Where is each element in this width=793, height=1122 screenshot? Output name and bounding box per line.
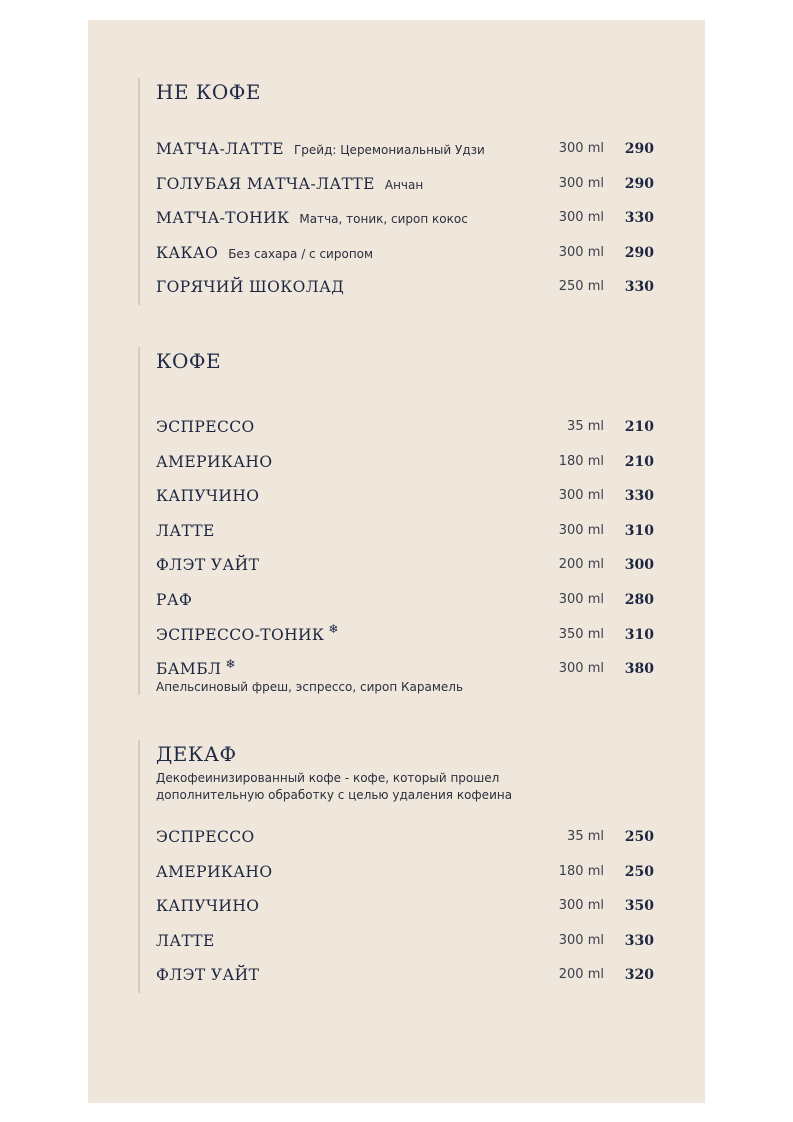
menu-item <box>156 583 658 618</box>
menu-item <box>156 132 658 167</box>
item-price: 290 <box>624 244 654 261</box>
item-name: БАМБЛ <box>156 660 222 679</box>
item-description: Апельсиновый фреш, эспрессо, сироп Карамель <box>156 679 464 694</box>
item-price: 210 <box>624 419 654 435</box>
section-not-coffee <box>138 78 658 305</box>
menu-item <box>156 618 658 653</box>
item-name: ФЛЭТ УАЙТ <box>156 966 260 985</box>
item-price: 310 <box>624 522 654 539</box>
item-name: ЛАТТЕ <box>156 931 215 950</box>
menu-item <box>156 958 658 993</box>
item-price: 280 <box>624 591 654 608</box>
snowflake-icon: ❄ <box>225 656 236 671</box>
item-volume: 35 ml <box>567 419 604 434</box>
item-price: 290 <box>624 141 654 157</box>
item-price: 210 <box>624 453 654 470</box>
item-name: ГОРЯЧИЙ ШОКОЛАД <box>156 278 345 297</box>
menu-item <box>156 410 658 445</box>
item-volume: 200 ml <box>558 967 604 983</box>
item-price: 320 <box>624 967 654 984</box>
menu-item <box>156 652 658 687</box>
item-price: 330 <box>624 488 654 505</box>
item-price: 300 <box>624 557 654 574</box>
item-volume: 300 ml <box>558 591 604 607</box>
menu-item <box>156 270 658 305</box>
item-volume: 180 ml <box>558 863 604 879</box>
item-name: ФЛЭТ УАЙТ <box>156 556 260 575</box>
menu-item <box>156 201 658 236</box>
item-volume: 200 ml <box>558 557 604 573</box>
item-volume: 300 ml <box>558 661 604 677</box>
item-name: МАТЧА-ЛАТТЕ <box>156 140 284 158</box>
description-line: дополнительную обработку с целью удаления кофеина <box>156 788 513 802</box>
item-name: ЭСПРЕССО <box>156 418 255 436</box>
item-volume: 300 ml <box>558 141 604 156</box>
item-volume: 300 ml <box>558 932 604 948</box>
section-coffee <box>138 347 658 695</box>
item-volume: 300 ml <box>558 210 604 226</box>
menu-item <box>156 236 658 271</box>
item-name: ЭСПРЕССО-ТОНИК <box>156 625 325 644</box>
item-name: ГОЛУБАЯ МАТЧА-ЛАТТЕ <box>156 174 375 193</box>
item-price: 310 <box>624 626 654 643</box>
section-title: ДЕКАФ <box>156 742 237 766</box>
item-note: Матча, тоник, сироп кокос <box>299 212 468 227</box>
snowflake-icon: ❄ <box>328 622 339 637</box>
item-note: Грейд: Церемониальный Удзи <box>293 143 485 157</box>
item-volume: 300 ml <box>558 522 604 538</box>
item-name: РАФ <box>156 590 193 609</box>
section-description <box>156 770 576 804</box>
item-price: 250 <box>624 863 654 880</box>
menu-item <box>156 514 658 549</box>
menu-item <box>156 548 658 583</box>
item-volume: 300 ml <box>558 244 604 260</box>
item-price: 290 <box>624 175 654 192</box>
menu-item <box>156 445 658 480</box>
item-name: АМЕРИКАНО <box>156 452 273 471</box>
item-name: ЭСПРЕССО <box>156 828 255 846</box>
item-volume: 180 ml <box>558 453 604 469</box>
item-note: Без сахара / с сиропом <box>228 246 374 261</box>
section-title: КОФЕ <box>156 349 222 373</box>
item-price: 350 <box>624 898 654 915</box>
item-volume: 300 ml <box>558 488 604 504</box>
item-name: КАКАО <box>156 243 219 262</box>
item-note: Анчан <box>384 177 424 192</box>
item-price: 330 <box>624 279 654 296</box>
description-line: Декофеинизированный кофе - кофе, который прошел <box>156 771 500 785</box>
section-decaf <box>138 740 658 993</box>
item-name: МАТЧА-ТОНИК <box>156 209 290 228</box>
item-price: 380 <box>624 661 654 678</box>
item-volume: 350 ml <box>558 626 604 642</box>
item-price: 330 <box>624 210 654 227</box>
item-price: 250 <box>624 829 654 845</box>
item-list <box>156 410 658 695</box>
item-name: КАПУЧИНО <box>156 897 260 916</box>
item-list <box>156 132 658 305</box>
item-list <box>156 820 658 993</box>
item-volume: 300 ml <box>558 898 604 914</box>
menu-item <box>156 479 658 514</box>
menu-item <box>156 855 658 890</box>
item-price: 330 <box>624 932 654 949</box>
item-volume: 35 ml <box>567 829 604 844</box>
item-name: АМЕРИКАНО <box>156 862 273 881</box>
menu-item <box>156 167 658 202</box>
item-name: КАПУЧИНО <box>156 487 260 506</box>
menu-item <box>156 889 658 924</box>
item-name: ЛАТТЕ <box>156 521 215 540</box>
menu-item <box>156 924 658 959</box>
menu-item <box>156 820 658 855</box>
item-volume: 250 ml <box>558 279 604 295</box>
section-title: НЕ КОФЕ <box>156 80 261 104</box>
item-volume: 300 ml <box>558 175 604 191</box>
